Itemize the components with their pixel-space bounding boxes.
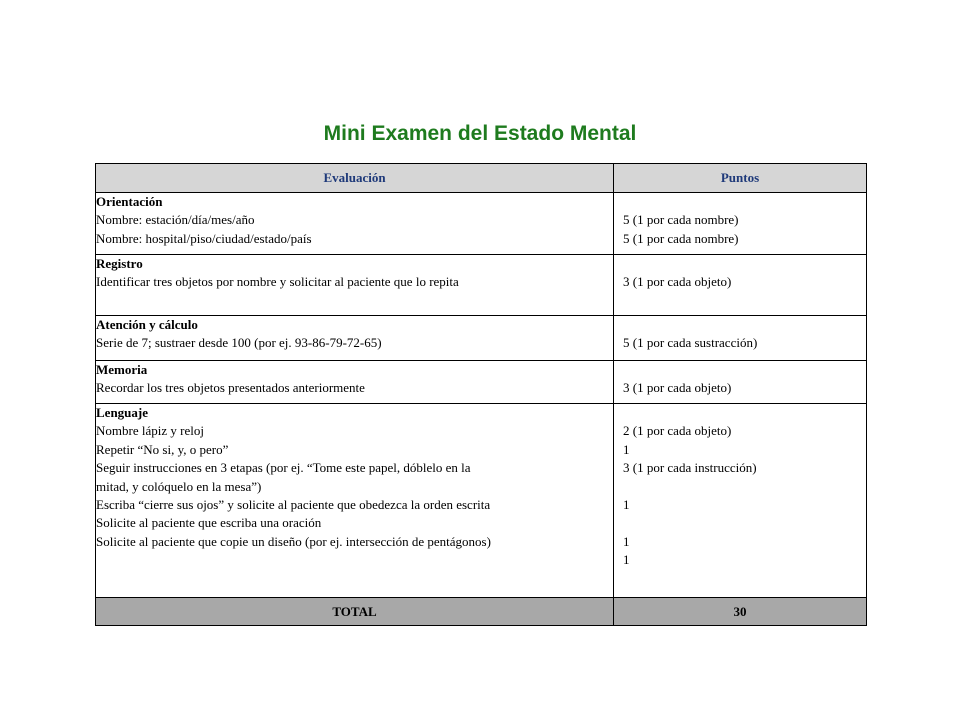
points-line: 1 [623, 441, 630, 457]
section-title-registro: Registro [96, 256, 143, 271]
item-line: Nombre: estación/día/mes/año [96, 212, 255, 228]
table-row-registro [96, 255, 867, 316]
points-line: 3 (1 por cada instrucción) [623, 460, 757, 476]
section-title-memoria: Memoria [96, 362, 148, 377]
cell-registro-puntos [614, 255, 867, 316]
points-line: 1 [623, 552, 630, 568]
total-value: 30 [614, 598, 867, 626]
table-row-total [96, 598, 867, 626]
item-line: mitad, y colóquelo en la mesa”) [96, 478, 262, 494]
section-title-atencion: Atención y cálculo [96, 317, 198, 332]
cell-atencion-evaluacion [96, 316, 614, 361]
item-line: Repetir “No si, y, o pero” [96, 441, 229, 457]
cell-atencion-puntos [614, 316, 867, 361]
cell-memoria-puntos [614, 361, 867, 404]
table-row-lenguaje [96, 404, 867, 598]
points-line: 1 [623, 497, 630, 512]
points-line: 3 (1 por cada objeto) [623, 274, 732, 290]
item-line: Seguir instrucciones en 3 etapas (por ej. “Tome este papel, dóblelo en la [96, 460, 471, 476]
points-line: 5 (1 por cada nombre) [623, 212, 739, 228]
item-line: Solicite al paciente que copie un diseño (por ej. intersección de pentágonos) [96, 533, 491, 549]
section-title-lenguaje: Lenguaje [96, 405, 148, 420]
cell-lenguaje-evaluacion [96, 404, 614, 598]
cell-lenguaje-puntos [614, 404, 867, 598]
cell-orientacion-puntos [614, 193, 867, 255]
table-row-atencion [96, 316, 867, 361]
header-puntos: Puntos [614, 164, 867, 193]
points-line: 1 [623, 533, 630, 549]
section-title-orientacion: Orientación [96, 194, 163, 209]
table-header-row [96, 164, 867, 193]
item-line: Serie de 7; sustraer desde 100 (por ej. 93-86-79-72-65) [96, 335, 382, 351]
header-evaluacion: Evaluación [96, 164, 614, 193]
cell-orientacion-evaluacion [96, 193, 614, 255]
item-line: Recordar los tres objetos presentados anteriormente [96, 380, 365, 396]
table-row-orientacion [96, 193, 867, 255]
points-line: 5 (1 por cada nombre) [623, 230, 739, 246]
item-line: Solicite al paciente que escriba una oración [96, 515, 322, 531]
item-line: Nombre: hospital/piso/ciudad/estado/país [96, 230, 312, 246]
cell-memoria-evaluacion [96, 361, 614, 404]
total-label: TOTAL [96, 598, 614, 626]
mmse-table [95, 163, 867, 626]
item-line: Nombre lápiz y reloj [96, 423, 204, 439]
table-row-memoria [96, 361, 867, 404]
points-line: 5 (1 por cada sustracción) [623, 335, 758, 351]
cell-registro-evaluacion [96, 255, 614, 316]
item-line: Escriba “cierre sus ojos” y solicite al paciente que obedezca la orden escrita [96, 497, 491, 513]
page-title: Mini Examen del Estado Mental [323, 122, 637, 145]
item-line: Identificar tres objetos por nombre y solicitar al paciente que lo repita [96, 274, 459, 290]
points-line: 3 (1 por cada objeto) [623, 380, 732, 396]
points-line: 2 (1 por cada objeto) [623, 423, 732, 439]
